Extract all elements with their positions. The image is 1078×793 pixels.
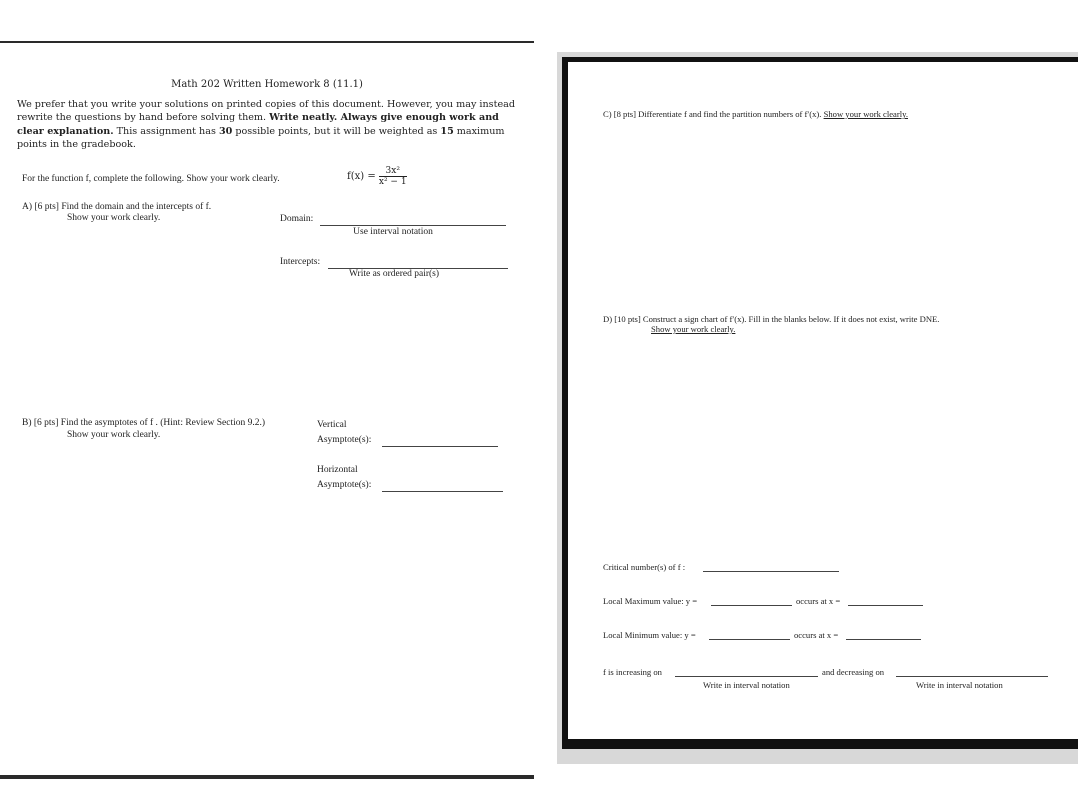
- intro-text-1: We prefer that you write your solutions on printed copies of this document. However, you may instead rewrite the questions by hand before solving them.: [17, 99, 515, 124]
- function-lhs: f(x) =: [347, 171, 376, 182]
- intro-paragraph: [17, 98, 517, 152]
- intro-text-3: This assignment has: [113, 125, 219, 137]
- function-fraction: [379, 166, 407, 187]
- decreasing-label: and decreasing on: [822, 667, 885, 677]
- local-max-label: Local Maximum value: y =: [603, 596, 698, 606]
- vertical-asymptote-label-2: Asymptote(s):: [317, 435, 372, 445]
- function-prompt: For the function f, complete the following. Show your work clearly.: [22, 174, 280, 184]
- local-min-x-line[interactable]: [846, 630, 921, 640]
- part-d-show-work: Show your work clearly.: [651, 324, 736, 334]
- critical-number-answer-line[interactable]: [703, 562, 839, 572]
- page-title: Math 202 Written Homework 8 (11.1): [171, 79, 363, 90]
- intercepts-answer-line[interactable]: [328, 259, 508, 269]
- part-a-sub: Show your work clearly.: [67, 213, 161, 223]
- intro-text-4: possible points, but it will be weighted as: [232, 125, 441, 137]
- part-d-label: D) [10 pts] Construct a sign chart of f′(x). Fill in the blanks below. If it does not exist, write DNE.: [603, 314, 940, 324]
- horizontal-asymptote-answer-line[interactable]: [382, 482, 503, 492]
- part-c-show-work: Show your work clearly.: [823, 109, 908, 119]
- decreasing-answer-line[interactable]: [896, 667, 1048, 677]
- increasing-hint: Write in interval notation: [703, 680, 790, 690]
- part-b-sub: Show your work clearly.: [67, 430, 161, 440]
- part-c: [603, 109, 908, 119]
- local-min-value-line[interactable]: [709, 630, 790, 640]
- part-b-label: B) [6 pts] Find the asymptotes of f . (Hint: Review Section 9.2.): [22, 418, 266, 428]
- local-min-label: Local Minimum value: y =: [603, 630, 696, 640]
- intro-bold: Write neatly. Always give enough work and clear explanation.: [17, 112, 499, 137]
- domain-answer-line[interactable]: [320, 216, 506, 226]
- vertical-asymptote-label-1: Vertical: [317, 420, 347, 430]
- increasing-label: f is increasing on: [603, 667, 662, 677]
- intro-text-5: maximum points in the gradebook.: [17, 125, 505, 151]
- domain-label: Domain:: [280, 214, 314, 224]
- local-max-x-line[interactable]: [848, 596, 923, 606]
- critical-number-label: Critical number(s) of f :: [603, 562, 686, 572]
- local-min-occurs-label: occurs at x =: [794, 630, 839, 640]
- function-definition: [347, 166, 407, 187]
- horizontal-asymptote-label-2: Asymptote(s):: [317, 480, 372, 490]
- vertical-asymptote-answer-line[interactable]: [382, 437, 498, 447]
- function-numerator: 3x²: [379, 166, 407, 177]
- top-divider: [0, 41, 534, 43]
- domain-hint: Use interval notation: [353, 227, 433, 237]
- local-max-occurs-label: occurs at x =: [796, 596, 841, 606]
- intercepts-hint: Write as ordered pair(s): [348, 269, 440, 279]
- increasing-answer-line[interactable]: [675, 667, 818, 677]
- horizontal-asymptote-label-1: Horizontal: [317, 465, 358, 475]
- intro-points: 30: [218, 125, 233, 137]
- part-c-label: C) [8 pts] Differentiate f and find the partition numbers of f′(x).: [603, 109, 822, 119]
- local-max-value-line[interactable]: [711, 596, 792, 606]
- part-a-label: A) [6 pts] Find the domain and the intercepts of f.: [22, 202, 212, 212]
- bottom-divider: [0, 775, 534, 779]
- decreasing-hint: Write in interval notation: [916, 680, 1003, 690]
- intro-weighted: 15: [440, 125, 454, 137]
- function-denominator: x² − 1: [378, 177, 407, 187]
- intercepts-label: Intercepts:: [280, 257, 321, 267]
